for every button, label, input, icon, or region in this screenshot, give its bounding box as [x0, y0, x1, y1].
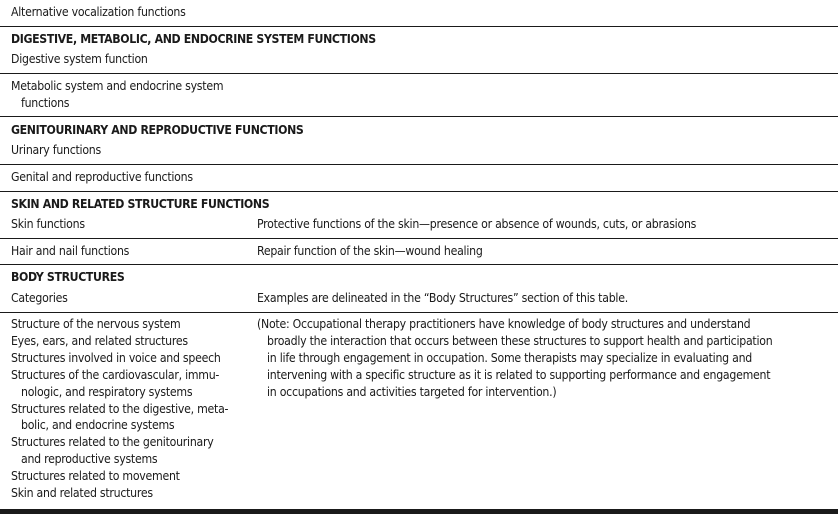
list-item-skin: Skin and related structures: [11, 486, 153, 501]
list-item-digestive: Structures related to the digestive, meta-: [11, 401, 229, 416]
table-row-categories-example: Examples are delineated in the “Body Structures” section of this table.: [257, 291, 628, 305]
list-item-cardiovascular-cont: nologic, and respiratory systems: [21, 384, 193, 399]
list-item-nervous: Structure of the nervous system: [11, 317, 181, 331]
list-item-genitourinary-cont: and reproductive systems: [21, 452, 158, 467]
row-divider: [0, 116, 838, 117]
row-divider: [0, 164, 838, 165]
list-item-digestive-cont: bolic, and endocrine systems: [21, 418, 175, 433]
note-line-1: (Note: Occupational therapy practitioners have knowledge of body structures and understand: [257, 317, 751, 331]
row-divider: [0, 238, 838, 239]
row-divider: [0, 191, 838, 192]
body-structures-list: [11, 316, 228, 502]
list-item-movement: Structures related to movement: [11, 469, 180, 484]
row-divider: [0, 73, 838, 74]
note-line-5: in occupations and activities targeted for intervention.): [267, 384, 557, 399]
section-header-genitourinary: GENITOURINARY AND REPRODUCTIVE FUNCTIONS: [11, 123, 304, 137]
note-line-2: broadly the interaction that occurs between these structures to support health and participation: [267, 333, 773, 348]
section-header-digestive: DIGESTIVE, METABOLIC, AND ENDOCRINE SYSTEM FUNCTIONS: [11, 32, 376, 46]
table-row-hair-nail-example: Repair function of the skin—wound healing: [257, 244, 483, 258]
table-row-categories: Categories: [11, 291, 68, 305]
table-row-metabolic-line1: Metabolic system and endocrine system: [11, 79, 224, 93]
table-row-skin-functions-example: Protective functions of the skin—presence or absence of wounds, cuts, or abrasions: [257, 217, 697, 231]
row-divider: [0, 264, 838, 265]
table-row-urinary: Urinary functions: [11, 143, 101, 157]
list-item-eyes-ears: Eyes, ears, and related structures: [11, 333, 188, 348]
section-header-skin: SKIN AND RELATED STRUCTURE FUNCTIONS: [11, 197, 270, 211]
table-bottom-rule: [0, 509, 838, 514]
table-row-genital: Genital and reproductive functions: [11, 170, 193, 184]
section-header-body-structures: BODY STRUCTURES: [11, 270, 125, 284]
row-divider: [0, 26, 838, 27]
body-structures-note: [257, 316, 772, 401]
note-line-3: in life through engagement in occupation. Some therapists may specialize in evaluating and: [267, 350, 752, 365]
list-item-voice-speech: Structures involved in voice and speech: [11, 350, 221, 365]
table-row-alternative-vocalization: Alternative vocalization functions: [11, 5, 186, 19]
table-row-skin-functions: Skin functions: [11, 217, 85, 231]
table-row-hair-nail: Hair and nail functions: [11, 244, 130, 258]
list-item-cardiovascular: Structures of the cardiovascular, immu-: [11, 367, 220, 382]
table-row-digestive-system: Digestive system function: [11, 52, 148, 66]
row-divider: [0, 312, 838, 313]
table-row-metabolic-line2: functions: [21, 96, 70, 110]
list-item-genitourinary: Structures related to the genitourinary: [11, 435, 214, 450]
note-line-4: intervening with a specific structure as it is related to supporting performance and engagement: [267, 367, 771, 382]
